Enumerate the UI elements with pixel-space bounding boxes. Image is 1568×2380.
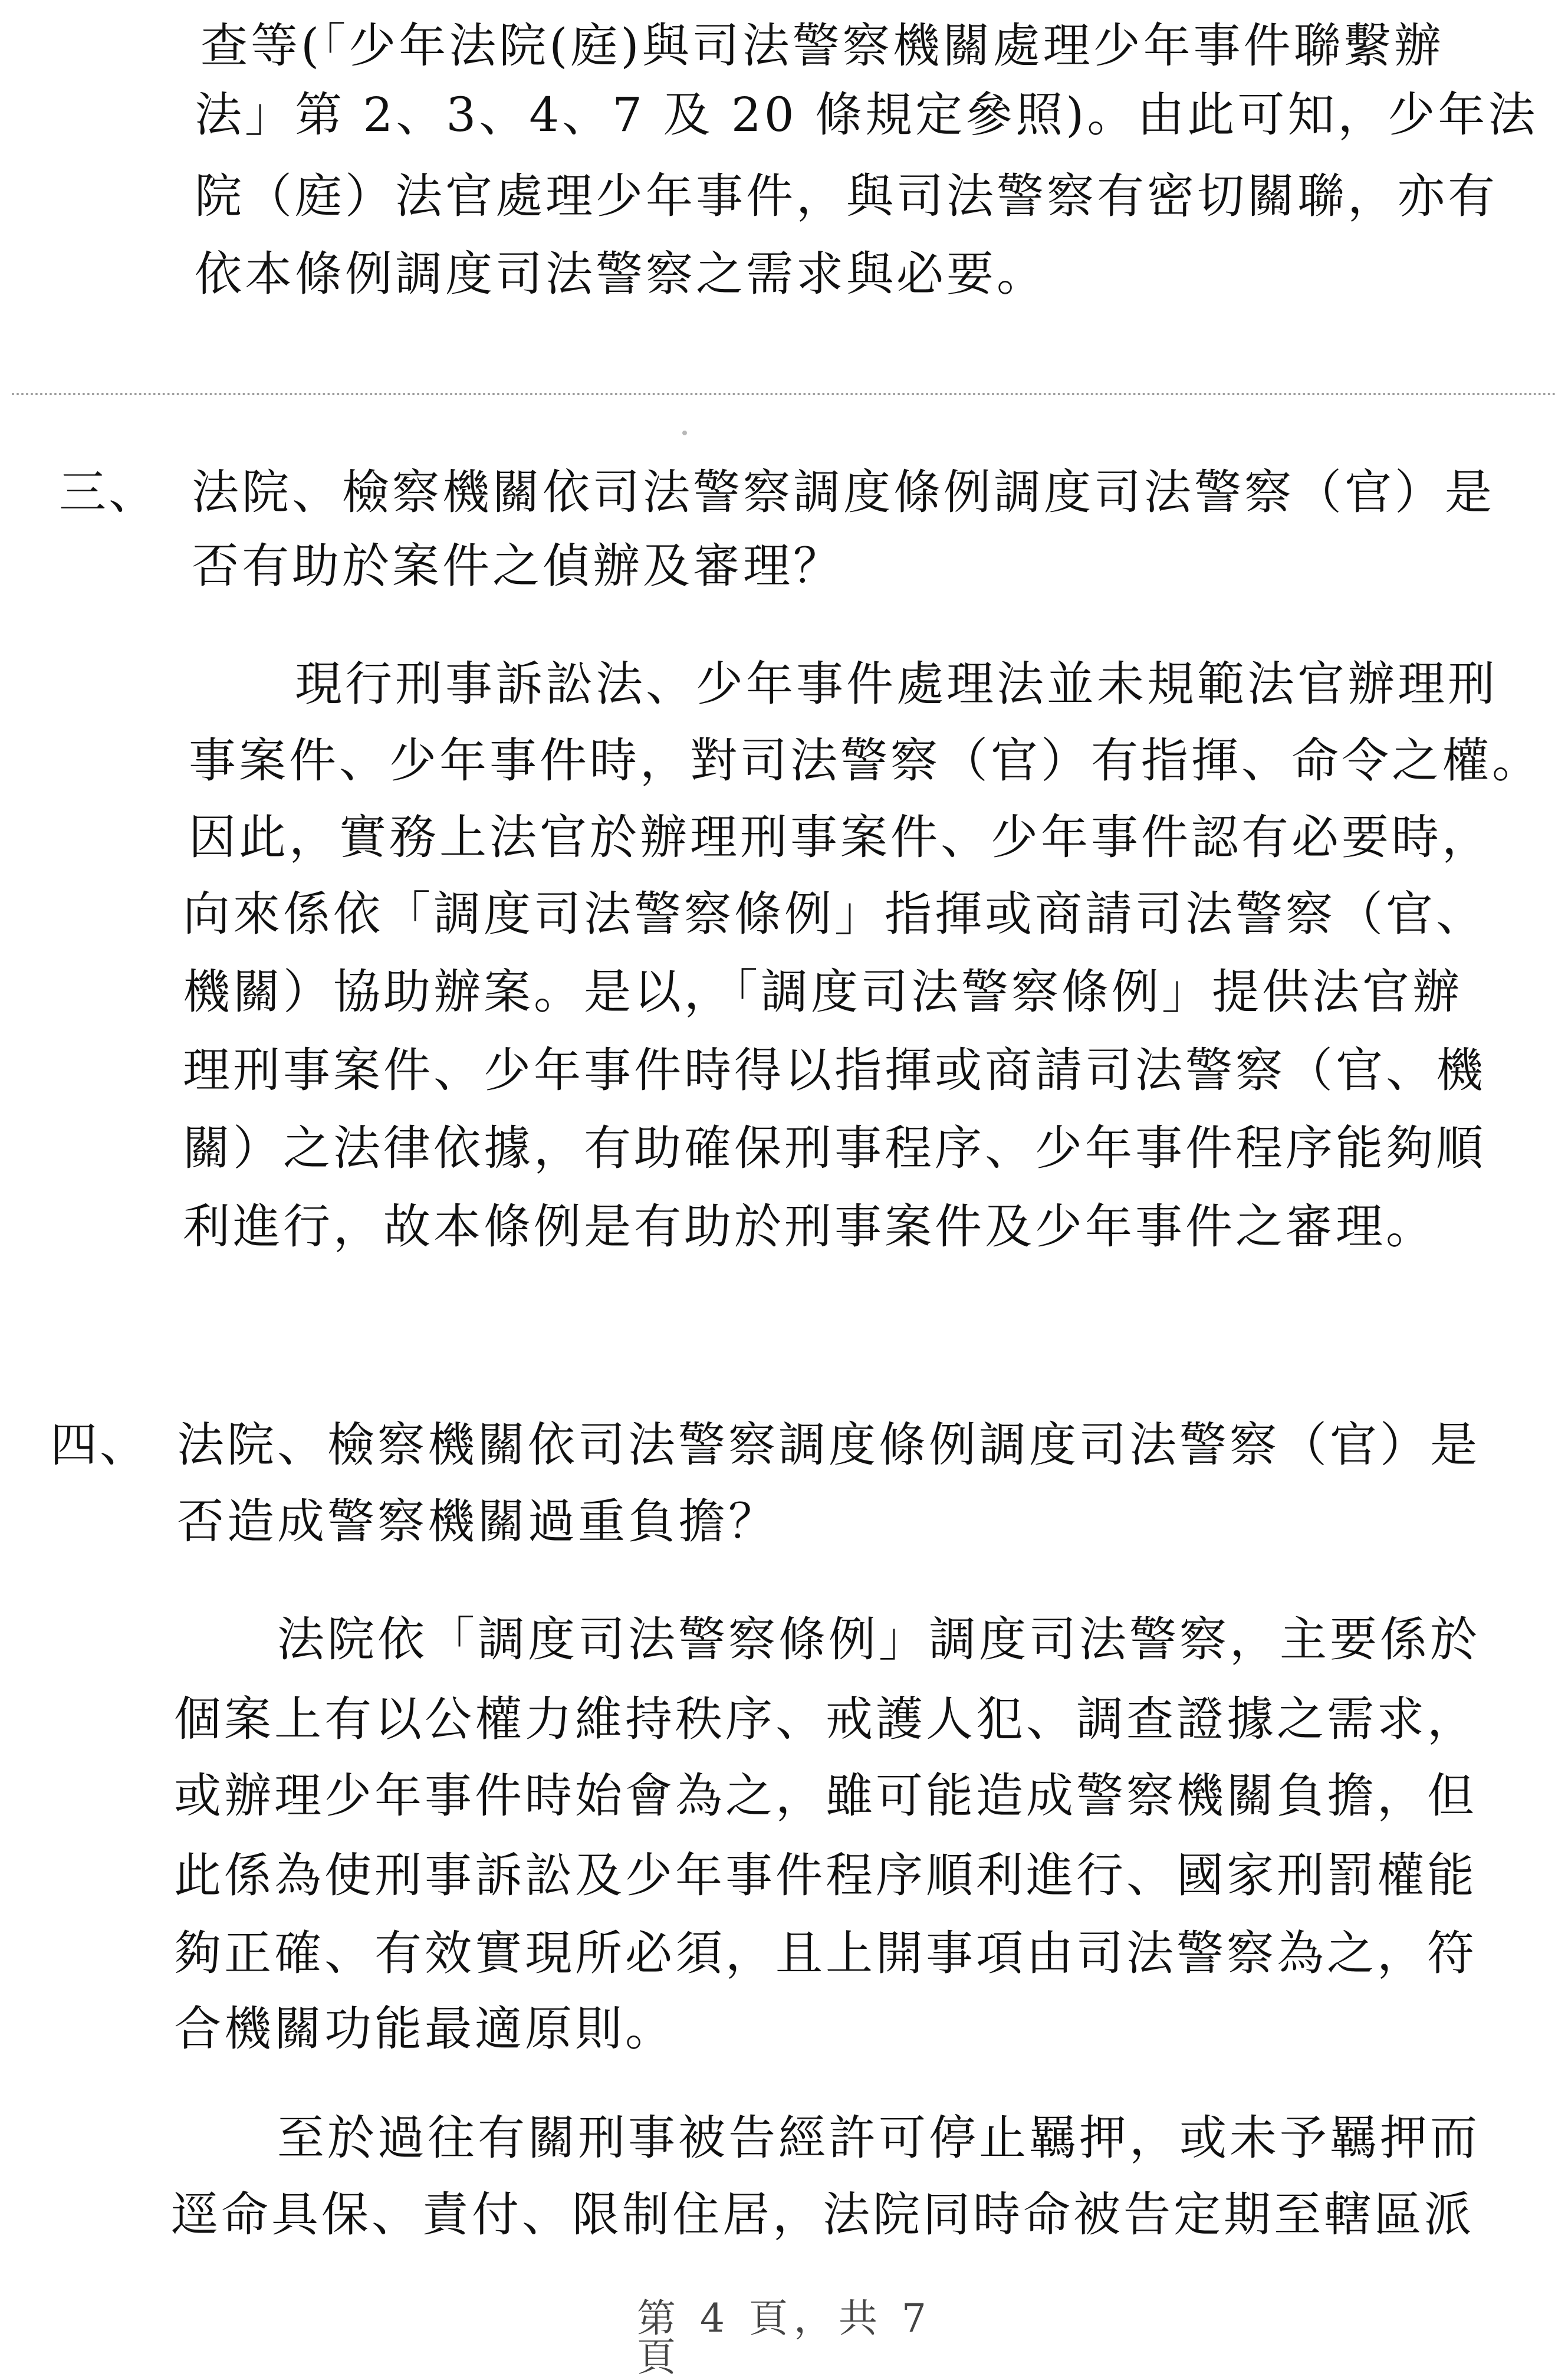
paragraph-line: 或辦理少年事件時始會為之，雖可能造成警察機關負擔，但 [174, 1768, 1477, 1823]
paragraph-line: 法院依「調度司法警察條例」調度司法警察，主要係於 [277, 1612, 1480, 1667]
section-title: 法院、檢察機關依司法警察調度條例調度司法警察（官）是 [192, 465, 1495, 520]
paragraph-line: 事案件、少年事件時，對司法警察（官）有指揮、命令之權。 [189, 733, 1542, 788]
paragraph-line: 理刑事案件、少年事件時得以指揮或商請司法警察（官、機 [183, 1043, 1486, 1098]
paragraph-line: 依本條例調度司法警察之需求與必要。 [195, 247, 1047, 301]
paragraph-line: 至於過往有關刑事被告經許可停止羈押，或未予羈押而 [277, 2110, 1480, 2165]
section-title: 否有助於案件之偵辦及審理？ [192, 539, 843, 593]
section-title: 否造成警察機關過重負擔？ [177, 1494, 778, 1549]
page-footer [637, 2294, 967, 2380]
paragraph-line: 此係為使刑事訴訟及少年事件程序順利進行、國家刑罰權能 [174, 1848, 1477, 1903]
section-title: 法院、檢察機關依司法警察調度條例調度司法警察（官）是 [177, 1417, 1480, 1472]
section-number: 四、 [50, 1417, 149, 1472]
scan-separator [12, 393, 1557, 395]
paragraph-line: 現行刑事訴訟法、少年事件處理法並未規範法官辦理刑 [295, 656, 1498, 711]
section-number: 三、 [59, 465, 158, 520]
paragraph-line: 合機關功能最適原則。 [174, 2001, 675, 2056]
paragraph-line: 逕命具保、責付、限制住居，法院同時命被告定期至轄區派 [171, 2187, 1474, 2242]
paragraph-line: 向來係依「調度司法警察條例」指揮或商請司法警察（官、 [183, 887, 1486, 941]
paragraph-line: 因此，實務上法官於辦理刑事案件、少年事件認有必要時， [189, 810, 1492, 865]
paragraph-line: 法」第 2、3、4、7 及 20 條規定參照)。由此可知，少年法 [195, 87, 1539, 142]
paragraph-line: 機關）協助辦案。是以，「調度司法警察條例」提供法官辦 [183, 964, 1462, 1019]
paragraph-line: 查等(「少年法院(庭)與司法警察機關處理少年事件聯繫辦 [200, 18, 1444, 73]
paragraph-line: 院（庭）法官處理少年事件，與司法警察有密切關聯，亦有 [195, 169, 1498, 224]
paragraph-line: 個案上有以公權力維持秩序、戒護人犯、調查證據之需求， [174, 1692, 1477, 1747]
scan-speck [682, 431, 687, 435]
page-number: 第 4 頁，共 7 頁 [637, 2296, 932, 2380]
paragraph-line: 關）之法律依據，有助確保刑事程序、少年事件程序能夠順 [183, 1121, 1486, 1176]
paragraph-line: 夠正確、有效實現所必須，且上開事項由司法警察為之，符 [174, 1926, 1477, 1981]
paragraph-line: 利進行，故本條例是有助於刑事案件及少年事件之審理。 [183, 1199, 1436, 1254]
